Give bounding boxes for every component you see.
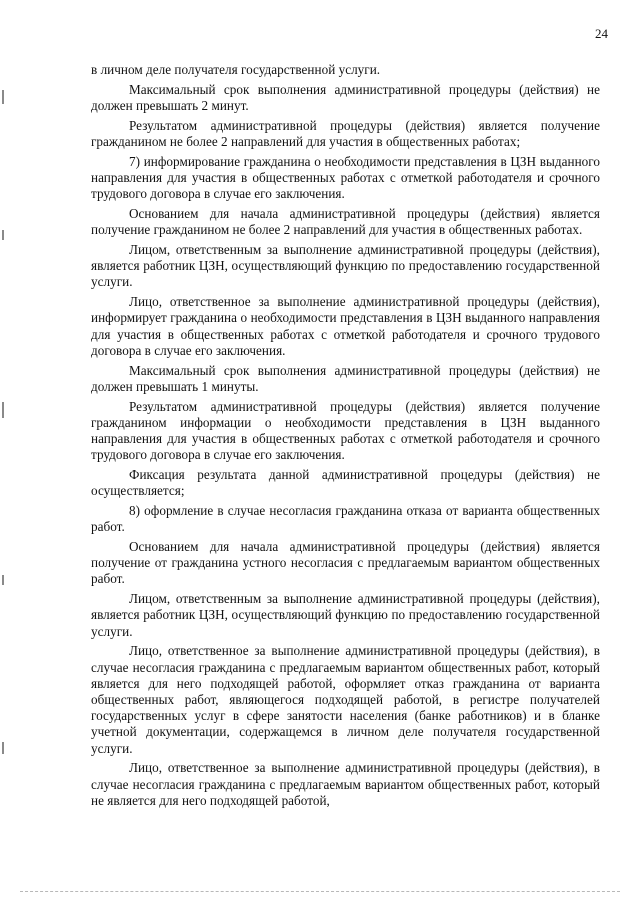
paragraph: Лицом, ответственным за выполнение административной процедуры (действия), является работник ЦЗН, осуществляющий функцию по предоставлению государственной услуги. <box>91 242 600 290</box>
paragraph: Фиксация результата данной административной процедуры (действия) не осуществляется; <box>91 467 600 499</box>
paragraph: 7) информирование гражданина о необходимости представления в ЦЗН выданного направления для участия в общественных работах с отметкой работодателя и срочного трудового договора в случае его заключения. <box>91 153 600 202</box>
paragraph: Лицо, ответственное за выполнение административной процедуры (действия), в случае несогласия гражданина с предлагаемым вариантом общественных работ, который не является для него подходящей работой, <box>91 760 600 808</box>
paragraph: Результатом административной процедуры (действия) является получение гражданином не более 2 направлений для участия в общественных работах; <box>91 117 600 149</box>
paragraph: в личном деле получателя государственной услуги. <box>91 62 381 77</box>
scan-edge-marks <box>0 0 8 905</box>
document-body <box>91 62 600 813</box>
paragraph: Лицо, ответственное за выполнение административной процедуры (действия), информирует гражданина о необходимости представления в ЦЗН выданного направления для участия в общественных работах с отметкой работодателя и срочного трудового договора в случае его заключения. <box>91 294 600 358</box>
paragraph: Основанием для начала административной процедуры (действия) является получение гражданином не более 2 направлений для участия в общественных работах. <box>91 206 600 238</box>
paragraph: Основанием для начала административной процедуры (действия) является получение от гражданина устного несогласия с предлагаемым вариантом общественных работ. <box>91 539 600 587</box>
scan-bottom-edge <box>20 891 620 892</box>
paragraph: Результатом административной процедуры (действия) является получение гражданином информации о необходимости представления в ЦЗН выданного направления для участия в общественных работах с отметкой работодателя и срочного трудового договора в случае его заключения. <box>91 398 600 463</box>
page-number: 24 <box>595 26 608 41</box>
paragraph: Максимальный срок выполнения административной процедуры (действия) не должен превышать 2 минут. <box>91 81 600 113</box>
paragraph: 8) оформление в случае несогласия гражданина отказа от варианта общественных работ. <box>91 503 600 535</box>
paragraph: Лицо, ответственное за выполнение административной процедуры (действия), в случае несогласия гражданина с предлагаемым вариантом общественных работ, который является для него подходящей работой, оформляет отказ гражданина от варианта общественных работ, являющегося подходящей работой, в регистре получателей государственных услуг в сфере занятости населения (банке работников) и в бланке учетной документации, содержащемся в личном деле получателя государственной услуги. <box>91 643 600 756</box>
paragraph: Лицом, ответственным за выполнение административной процедуры (действия), является работник ЦЗН, осуществляющий функцию по предоставлению государственной услуги. <box>91 591 600 639</box>
paragraph: Максимальный срок выполнения административной процедуры (действия) не должен превышать 1 минуты. <box>91 362 600 394</box>
